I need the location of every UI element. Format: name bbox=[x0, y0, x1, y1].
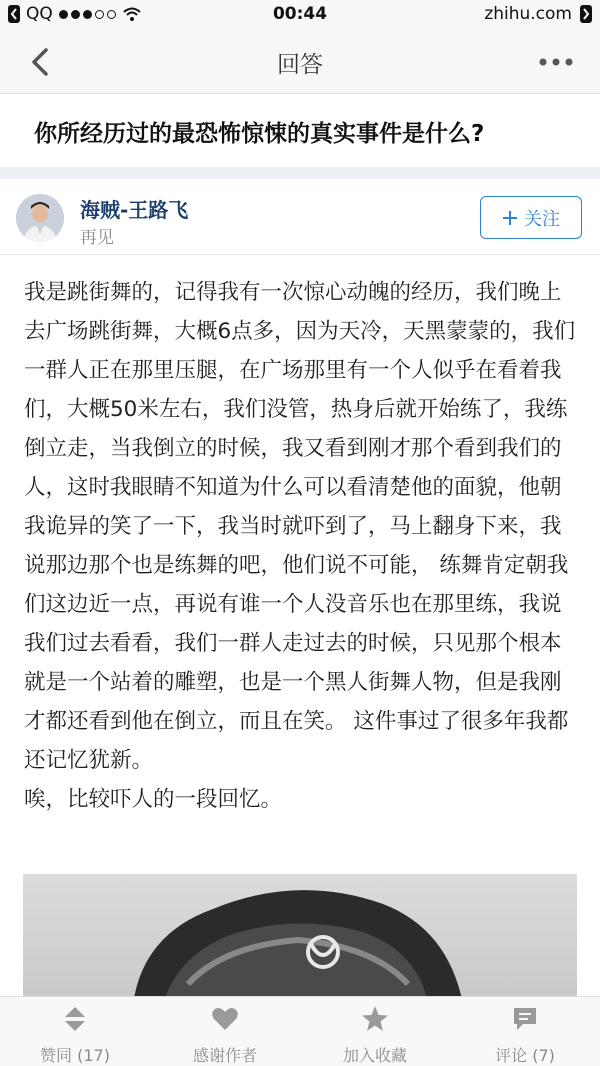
question-title[interactable]: 你所经历过的最恐怖惊悚的真实事件是什么? bbox=[0, 95, 600, 167]
comment-icon bbox=[511, 1005, 539, 1037]
author-card bbox=[0, 179, 600, 255]
star-icon bbox=[361, 1005, 389, 1037]
follow-button[interactable] bbox=[480, 196, 582, 239]
section-divider bbox=[0, 167, 600, 179]
chevron-right-small-icon bbox=[580, 5, 592, 23]
status-time: 00:44 bbox=[272, 4, 328, 24]
heart-icon bbox=[211, 1005, 239, 1037]
avatar[interactable] bbox=[16, 194, 64, 242]
comment-label: 评论 (7) bbox=[495, 1046, 555, 1065]
thanks-button[interactable] bbox=[150, 997, 300, 1066]
nav-bar bbox=[0, 30, 600, 94]
upvote-icon bbox=[61, 1005, 89, 1037]
favorite-button[interactable] bbox=[300, 997, 450, 1066]
answer-image[interactable] bbox=[23, 874, 577, 1004]
status-site: zhihu.com bbox=[484, 4, 572, 24]
answer-body bbox=[24, 273, 576, 819]
status-right bbox=[484, 4, 592, 24]
author-name[interactable]: 海贼-王路飞 bbox=[80, 198, 189, 222]
answer-paragraph: 我是跳街舞的，记得我有一次惊心动魄的经历，我们晚上去广场跳街舞，大概6点多，因为天冷，天黑蒙蒙的，我们一群人正在那里压腿，在广场那里有一个人似乎在看着我们，大概50米左右，我们没管，热身后就开始练了，我练倒立走，当我倒立的时候，我又看到刚才那个看到我们的人，这时我眼睛不知道为什么可以看清楚他的面貌，他朝我诡异的笑了一下，我当时就吓到了，马上翻身下来，我说那边那个也是练舞的吧，他们说不可能， 练舞肯定朝我们这边近一点，再说有谁一个人没音乐也在那里练，我说我们过去看看，我们一群人走过去的时候，只见那个根本就是一个站着的雕塑，也是一个黑人街舞人物，但是我刚才都还看到他在倒立，而且在笑。 这件事过了很多年我都还记忆犹新。 bbox=[24, 280, 576, 773]
more-icon bbox=[538, 55, 574, 74]
upvote-button[interactable] bbox=[0, 997, 150, 1066]
more-button[interactable] bbox=[538, 54, 574, 70]
favorite-label: 加入收藏 bbox=[342, 1046, 407, 1065]
author-bio: 再见 bbox=[80, 228, 114, 248]
page-title: 回答 bbox=[277, 52, 323, 78]
status-bar bbox=[0, 0, 600, 30]
plus-icon bbox=[502, 210, 518, 226]
upvote-label: 赞同 (17) bbox=[40, 1046, 110, 1065]
follow-label: 关注 bbox=[524, 208, 560, 230]
comment-button[interactable] bbox=[450, 997, 600, 1066]
thanks-label: 感谢作者 bbox=[192, 1046, 257, 1065]
carrier-name: QQ bbox=[26, 4, 53, 24]
bottom-action-bar bbox=[0, 996, 600, 1066]
answer-paragraph: 唉，比较吓人的一段回忆。 bbox=[24, 787, 283, 812]
